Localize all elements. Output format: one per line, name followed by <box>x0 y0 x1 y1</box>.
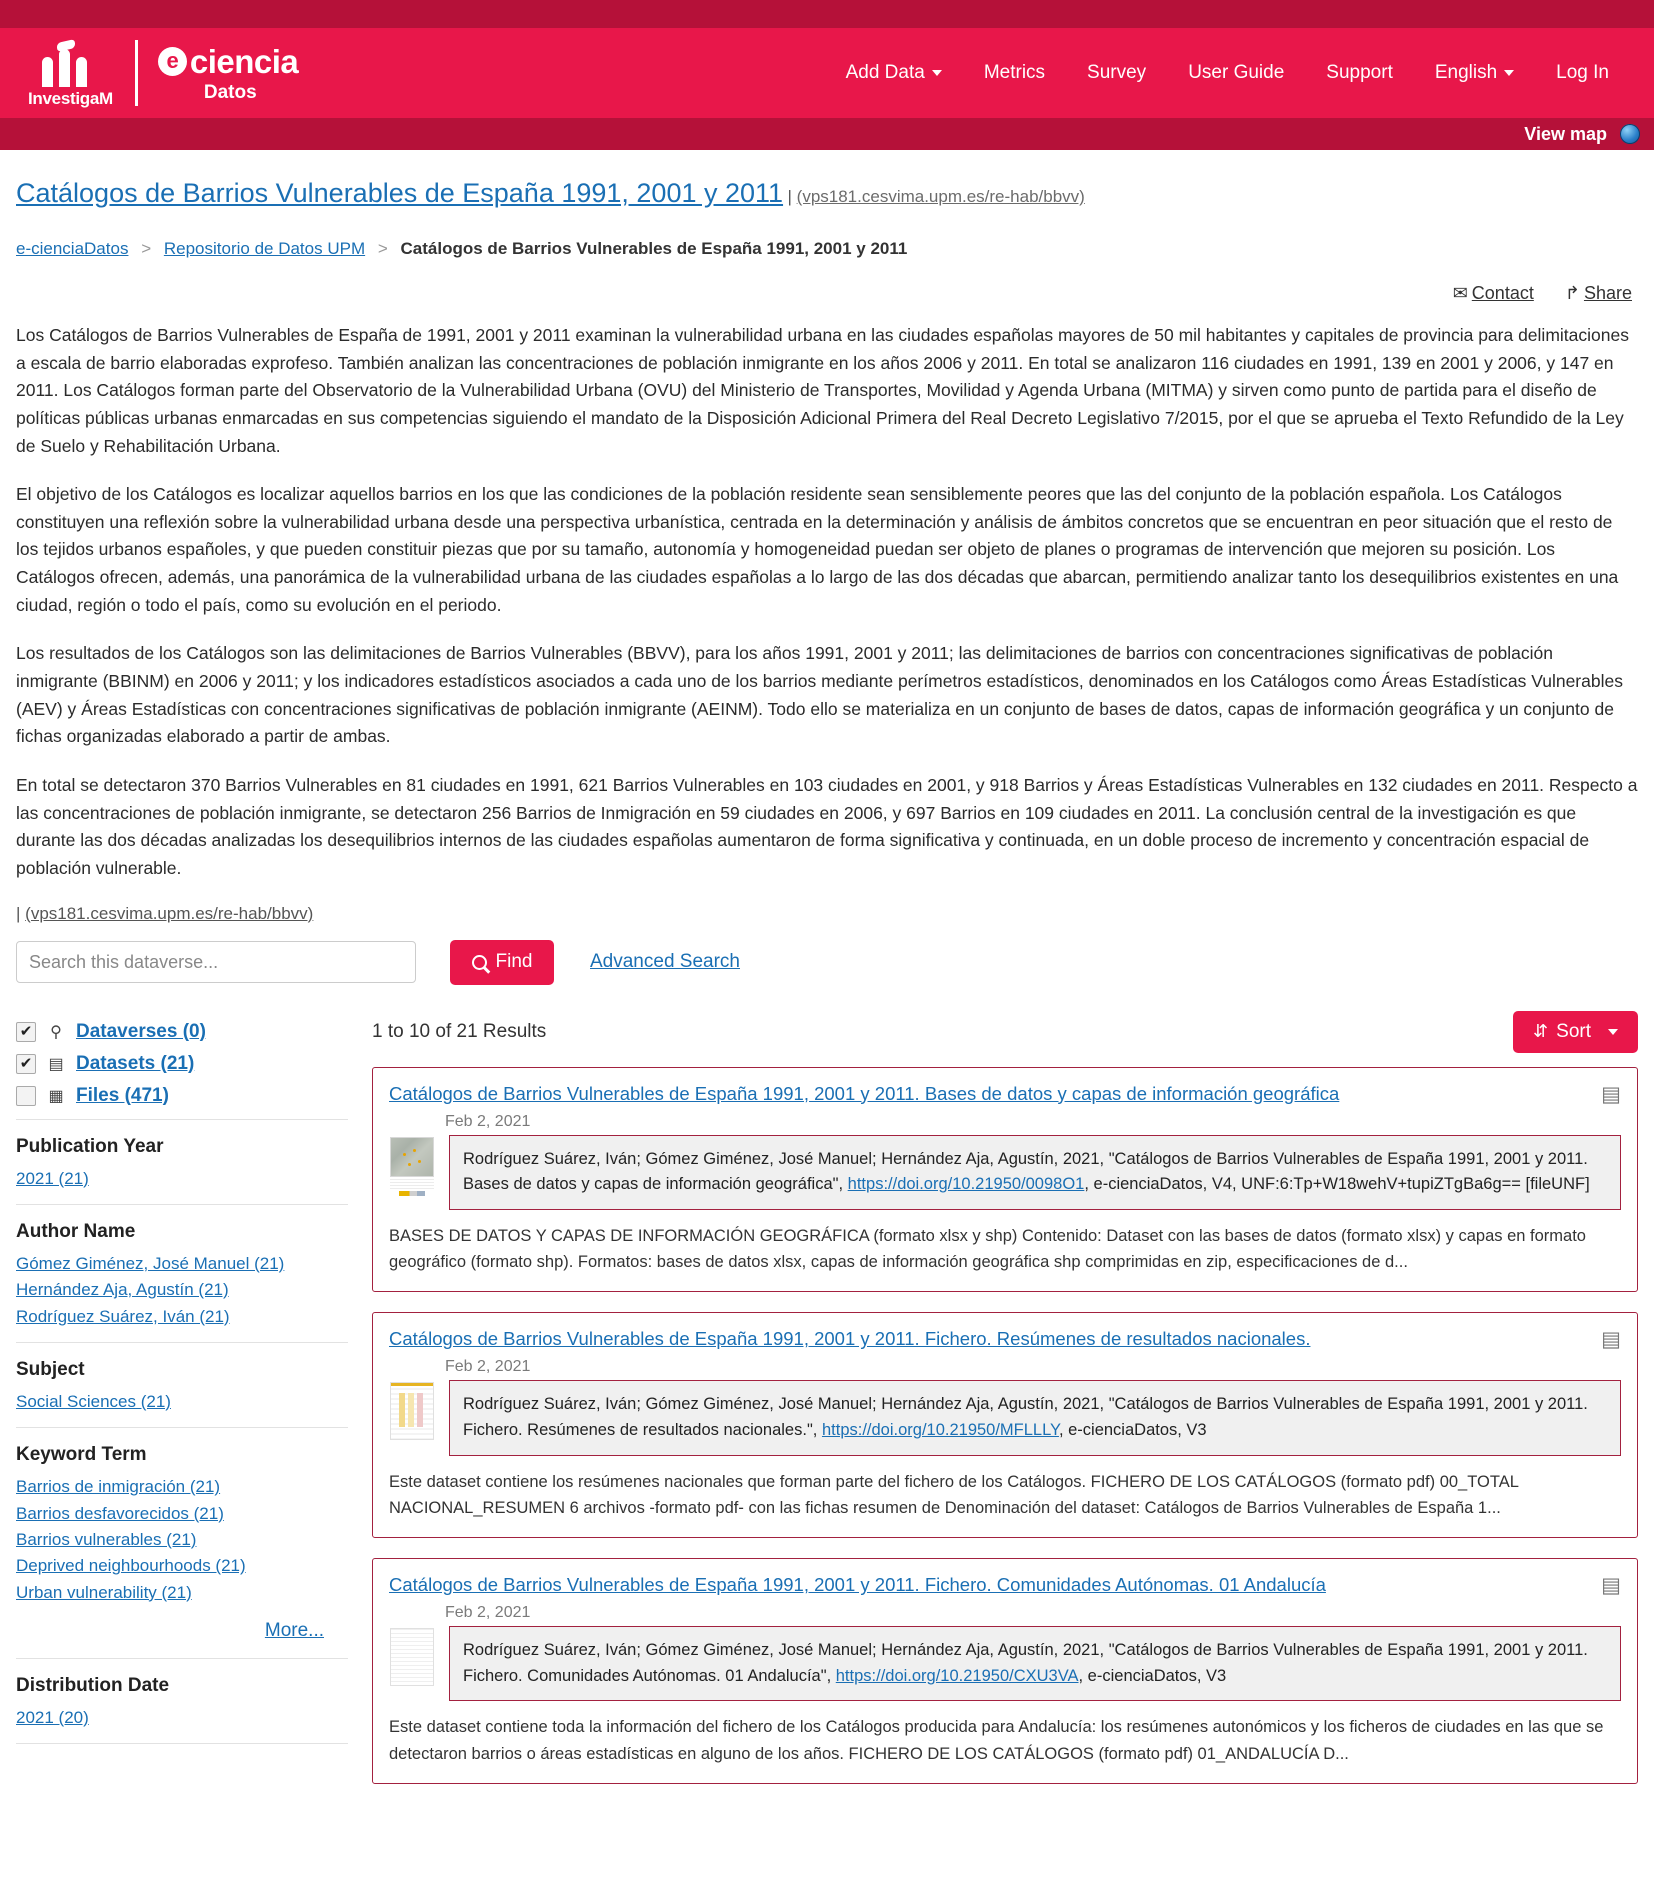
facet-value-link[interactable]: Urban vulnerability (21) <box>16 1582 192 1602</box>
breadcrumb-root[interactable]: e-cienciaDatos <box>16 239 129 258</box>
facet-value-link[interactable]: 2021 (21) <box>16 1168 89 1188</box>
sort-button[interactable] <box>1513 1011 1638 1053</box>
view-map-label: View map <box>1524 123 1607 144</box>
citation-doi-link[interactable]: https://doi.org/10.21950/0098O1 <box>847 1175 1085 1194</box>
facet-value <box>16 1705 348 1731</box>
result-title[interactable]: Catálogos de Barrios Vulnerables de España 1991, 2001 y 2011. Bases de datos y capas de información geográfica <box>389 1082 1340 1104</box>
facet-value <box>16 1527 348 1553</box>
facet-value <box>16 1389 348 1415</box>
result-type-facets <box>16 1021 348 1107</box>
result-thumbnail <box>389 1382 435 1444</box>
dataverse-title-row <box>16 150 1638 215</box>
dataverse-alias-footer <box>16 904 1638 924</box>
dataverse-alias <box>788 187 1085 206</box>
facet-group-title: Publication Year <box>16 1135 164 1157</box>
nav-item-metrics[interactable]: Metrics <box>983 62 1046 83</box>
globe-icon <box>1620 124 1640 144</box>
facet-group-subject <box>16 1342 348 1427</box>
facet-more-row <box>16 1606 348 1646</box>
result-card[interactable] <box>372 1067 1638 1293</box>
result-citation <box>449 1626 1621 1701</box>
description-paragraph: En total se detectaron 370 Barrios Vulnerables en 81 ciudades en 1991, 621 Barrios Vulnerables en 103 ciudades en 2001, y 918 Barrios y Áreas Estadísticas Vulnerables en 132 ciudades en 2011. Respecto a las concentraciones de población inmigrante, se detectaron 256 Barrios de Inmigración en 59 ciudades en 2006, y 697 Barrios en 109 ciudades en 2011. La conclusión central de la investigación es que durante las dos décadas analizadas los desequilibrios internos de las ciudades españolas aumentaron de forma significativa y continuada, en un doble proceso de incremento y concentración espacial de población vulnerable. <box>16 774 1638 878</box>
share-button[interactable]: ↱ Share <box>1564 283 1632 303</box>
investigam-wordmark: InvestigaM <box>28 89 113 108</box>
chevron-down-icon <box>1504 70 1514 76</box>
result-description: Este dataset contiene toda la información del fichero de los Catálogos producida para Andalucía: los resúmenes autonómicos y los ficheros de ciudades en las que se detectaron barrios o áreas estadísticas en alguno de los años. FICHERO DE LOS CATÁLOGOS (formato pdf) 01_ANDALUCÍA D... <box>389 1718 1604 1763</box>
result-thumbnail <box>389 1137 435 1199</box>
nav-item-support[interactable]: Support <box>1326 62 1393 83</box>
facet-type-datasets[interactable] <box>16 1053 348 1075</box>
dataset-type-icon: ▤ <box>1601 1574 1621 1598</box>
results-count: 1 to 10 of 21 Results <box>372 1020 547 1042</box>
citation-text-pre: Rodríguez Suárez, Iván; Gómez Giménez, José Manuel; Hernández Aja, Agustín, 2021, "Catálogos de Barrios Vulnerables de España 1991, 2001 y 2011. Fichero. Comunidades Autónomas. 01 Andalucía", <box>463 1641 1588 1685</box>
envelope-icon: ✉ <box>1452 283 1468 303</box>
alias-footer-pipe: | <box>16 903 21 923</box>
search-input[interactable] <box>16 941 416 983</box>
page-title[interactable]: Catálogos de Barrios Vulnerables de España 1991, 2001 y 2011 <box>16 178 784 208</box>
nav-item-user-guide[interactable]: User Guide <box>1188 62 1285 83</box>
citation-doi-link[interactable]: https://doi.org/10.21950/MFLLLY <box>821 1421 1059 1439</box>
facet-sidebar <box>16 1011 348 1745</box>
contact-button[interactable]: ✉ Contact <box>1452 283 1534 303</box>
chevron-down-icon <box>1608 1029 1618 1035</box>
facet-value-link[interactable]: Barrios de inmigración (21) <box>16 1477 221 1497</box>
citation-text-post: , e-cienciaDatos, V3 <box>1058 1421 1207 1439</box>
facet-type-files[interactable] <box>16 1085 348 1107</box>
brand-divider <box>135 40 138 106</box>
facet-value-link[interactable]: Deprived neighbourhoods (21) <box>16 1556 246 1576</box>
dataset-icon: ▤ <box>48 1055 64 1073</box>
facet-value <box>16 1166 348 1192</box>
file-icon: ▦ <box>48 1087 64 1105</box>
facet-group-title: Author Name <box>16 1220 136 1242</box>
nav-item-add-data[interactable]: Add Data <box>825 52 963 94</box>
datasets-checkbox[interactable] <box>16 1054 36 1074</box>
facet-value-link[interactable]: Barrios vulnerables (21) <box>16 1529 197 1549</box>
dataverse-alias-link[interactable]: (vps181.cesvima.upm.es/re-hab/bbvv) <box>796 187 1085 206</box>
facet-value <box>16 1474 348 1500</box>
result-citation <box>449 1380 1621 1455</box>
results-panel <box>372 1011 1638 1805</box>
facet-type-dataverses[interactable] <box>16 1021 348 1043</box>
breadcrumb-separator: > <box>377 239 388 258</box>
nav-item-log-in[interactable]: Log In <box>1556 62 1609 83</box>
results-header <box>372 1011 1638 1053</box>
facet-dataverses-label[interactable]: Dataverses (0) <box>76 1020 206 1042</box>
sort-button-label: Sort <box>1556 1020 1591 1042</box>
investigam-logo[interactable] <box>28 37 131 109</box>
find-button[interactable] <box>450 940 554 985</box>
facet-value-link[interactable]: Rodríguez Suárez, Iván (21) <box>16 1306 230 1326</box>
result-description: Este dataset contiene los resúmenes nacionales que forman parte del fichero de los Catálogos. FICHERO DE LOS CATÁLOGOS (formato pdf) 00_TOTAL NACIONAL_RESUMEN 6 archivos -formato pdf- con las fichas resumen de Denominación del dataset: Catálogos de Barrios Vulnerables de España 1... <box>389 1472 1519 1517</box>
facet-files-label[interactable]: Files (471) <box>76 1084 169 1106</box>
breadcrumb-current: Catálogos de Barrios Vulnerables de España 1991, 2001 y 2011 <box>400 239 908 258</box>
facet-group-author-name <box>16 1204 348 1342</box>
citation-text-pre: Rodríguez Suárez, Iván; Gómez Giménez, José Manuel; Hernández Aja, Agustín, 2021, "Catálogos de Barrios Vulnerables de España 1991, 2001 y 2011. Fichero. Resúmenes de resultados nacionales.", <box>463 1395 1588 1439</box>
facet-more-link[interactable]: More... <box>264 1619 324 1641</box>
datos-text: Datos <box>203 81 257 103</box>
description-paragraph: El objetivo de los Catálogos es localizar aquellos barrios en los que las condiciones de la población residente sean sensiblemente peores que las del conjunto de la población española. Los Catálogos constituyen una reflexión sobre la vulnerabilidad urbana desde una perspectiva urbanística, centrada en la determinación y análisis de ámbitos concretos que se encuentran en peor situación que el resto de los tejidos urbanos españoles, y que pueden constituir piezas que por su tamaño, autonomía y homogeneidad puedan ser objeto de planes o programas de intervención que mejoren su posición. Los Catálogos ofrecen, además, una panorámica de la vulnerabilidad urbana de las ciudades españolas a lo largo de las dos décadas que abarcan, permitiendo analizar tanto los desequilibrios existentes en una ciudad, región o todo el país, como su evolución en el periodo. <box>16 484 1619 615</box>
facet-value-link[interactable]: Barrios desfavorecidos (21) <box>16 1503 224 1523</box>
result-description: BASES DE DATOS Y CAPAS DE INFORMACIÓN GEOGRÁFICA (formato xlsx y shp) Contenido: Dataset con las bases de datos (formato xlsx) y capas en formato geográfico (formato shp). Formatos: bases de datos xlsx, capas de información geográfica shp comprimidas en zip, especificaciones de d... <box>389 1226 1586 1272</box>
facet-value-link[interactable]: 2021 (20) <box>16 1707 89 1727</box>
citation-text-post: , e-cienciaDatos, V3 <box>1078 1666 1227 1685</box>
facet-group-keyword-term <box>16 1427 348 1658</box>
breadcrumb-separator: > <box>141 239 152 258</box>
breadcrumb <box>16 215 1638 259</box>
files-checkbox[interactable] <box>16 1086 36 1106</box>
dataverses-checkbox[interactable] <box>16 1022 36 1042</box>
search-bar <box>16 940 1638 985</box>
dataset-type-icon: ▤ <box>1601 1082 1621 1106</box>
facet-group-title: Distribution Date <box>16 1674 170 1696</box>
site-header <box>0 28 1654 118</box>
sort-arrows-icon: ⇵ <box>1533 1021 1547 1042</box>
thumbnail-sheet-image <box>390 1382 434 1440</box>
facet-value <box>16 1553 348 1579</box>
description-paragraph: Los Catálogos de Barrios Vulnerables de España de 1991, 2001 y 2011 examinan la vulnerabilidad urbana en las ciudades españolas mayores de 50 mil habitantes y capitales de provincia para delimitaciones a escala de barrio elaboradas exprofeso. También analizan las concentraciones de población inmigrante en los años 2006 y 2011. En total se analizaron 116 ciudades en 1991, 139 en 2001 y 2006, y 147 en 2011. Los Catálogos forman parte del Observatorio de la Vulnerabilidad Urbana (OVU) del Ministerio de Transportes, Movilidad y Agenda Urbana (MITMA) y sirven como punto de partida para el diseño de políticas públicas urbanas enmarcadas en sus competencias siguiendo el mandato de la Disposición Adicional Primera del Real Decreto Legislativo 7/2015, por el que se aprueba el Texto Refundido de la Ley de Suelo y Rehabilitación Urbana. <box>16 325 1629 456</box>
citation-text-post: , e-cienciaDatos, V4, UNF:6:Tp+W18wehV+tupiZTgBa6g== [fileUNF] <box>1084 1175 1590 1194</box>
facet-value <box>16 1501 348 1527</box>
facet-group-title: Keyword Term <box>16 1444 147 1466</box>
facet-datasets-label[interactable]: Datasets (21) <box>76 1052 195 1074</box>
facet-value <box>16 1580 348 1606</box>
top-strip <box>0 0 1654 28</box>
dataverse-alias-footer-link[interactable]: (vps181.cesvima.upm.es/re-hab/bbvv) <box>25 903 314 923</box>
dataverse-icon: ⚲ <box>50 1023 62 1041</box>
result-title[interactable]: Catálogos de Barrios Vulnerables de España 1991, 2001 y 2011. Fichero. Resúmenes de resultados nacionales. <box>389 1328 1311 1350</box>
citation-doi-link[interactable]: https://doi.org/10.21950/CXU3VA <box>835 1666 1079 1685</box>
eciencia-wordmark <box>158 42 299 80</box>
thumbnail-map-image <box>390 1137 434 1195</box>
result-citation <box>449 1135 1621 1210</box>
result-card[interactable] <box>372 1558 1638 1784</box>
view-map-link[interactable] <box>1524 124 1640 145</box>
result-title[interactable]: Catálogos de Barrios Vulnerables de España 1991, 2001 y 2011. Fichero. Comunidades Autónomas. 01 Andalucía <box>389 1574 1326 1596</box>
chevron-down-icon <box>932 70 942 76</box>
e-circle-icon: e <box>158 47 187 76</box>
investigam-mark-icon <box>40 43 100 87</box>
description-paragraph: Los resultados de los Catálogos son las delimitaciones de Barrios Vulnerables (BBVV), para los años 1991, 2001 y 2011; las delimitaciones de barrios con concentraciones significativas de población inmigrante (BBINM) en 2006 y 2011; y los indicadores estadísticos asociados a cada uno de los barrios mediante perímetros estadísticos, denominados en los Catálogos como Áreas Estadísticas Vulnerables (AEV) y Áreas Estadísticas con concentraciones significativas de población inmigrante (AEINM). Todo ello se materializa en un conjunto de bases de datos, capas de información geográfica y un conjunto de fichas organizadas elaborado a partir de ambas. <box>16 643 1623 747</box>
facet-value <box>16 1277 348 1303</box>
citation-text-pre: Rodríguez Suárez, Iván; Gómez Giménez, José Manuel; Hernández Aja, Agustín, 2021, "Catálogos de Barrios Vulnerables de España 1991, 2001 y 2011. Bases de datos y capas de información geográfica", <box>463 1149 1588 1194</box>
advanced-search-link[interactable]: Advanced Search <box>590 951 740 973</box>
find-button-label: Find <box>495 951 533 973</box>
share-icon: ↱ <box>1564 283 1580 303</box>
nav-item-survey[interactable]: Survey <box>1087 62 1147 83</box>
page-actions <box>16 259 1638 304</box>
dataverse-description <box>16 304 1638 883</box>
facet-group-title: Subject <box>16 1358 85 1380</box>
thumbnail-document-image <box>390 1628 434 1686</box>
facet-value-link[interactable]: Hernández Aja, Agustín (21) <box>16 1280 229 1300</box>
result-card[interactable] <box>372 1312 1638 1538</box>
result-date: Feb 2, 2021 <box>445 1358 531 1376</box>
result-date: Feb 2, 2021 <box>445 1112 531 1130</box>
main-navigation <box>825 52 1630 94</box>
result-thumbnail <box>389 1628 435 1690</box>
breadcrumb-parent[interactable]: Repositorio de Datos UPM <box>163 239 366 258</box>
brand-logo-group[interactable] <box>28 34 298 112</box>
facet-group-publication-year <box>16 1119 348 1204</box>
facet-value <box>16 1251 348 1277</box>
facet-divider <box>16 1743 348 1744</box>
facet-value-link[interactable]: Gómez Giménez, José Manuel (21) <box>16 1253 285 1273</box>
ciencia-text: ciencia <box>189 42 299 80</box>
result-date: Feb 2, 2021 <box>445 1604 531 1622</box>
dataset-type-icon: ▤ <box>1601 1328 1621 1352</box>
alias-pipe: | <box>787 187 792 206</box>
facet-group-distribution-date <box>16 1658 348 1743</box>
search-icon <box>472 955 487 970</box>
facet-value-link[interactable]: Social Sciences (21) <box>16 1391 171 1411</box>
facet-value <box>16 1304 348 1330</box>
nav-item-language[interactable]: English <box>1414 52 1535 94</box>
view-map-bar <box>0 118 1654 150</box>
